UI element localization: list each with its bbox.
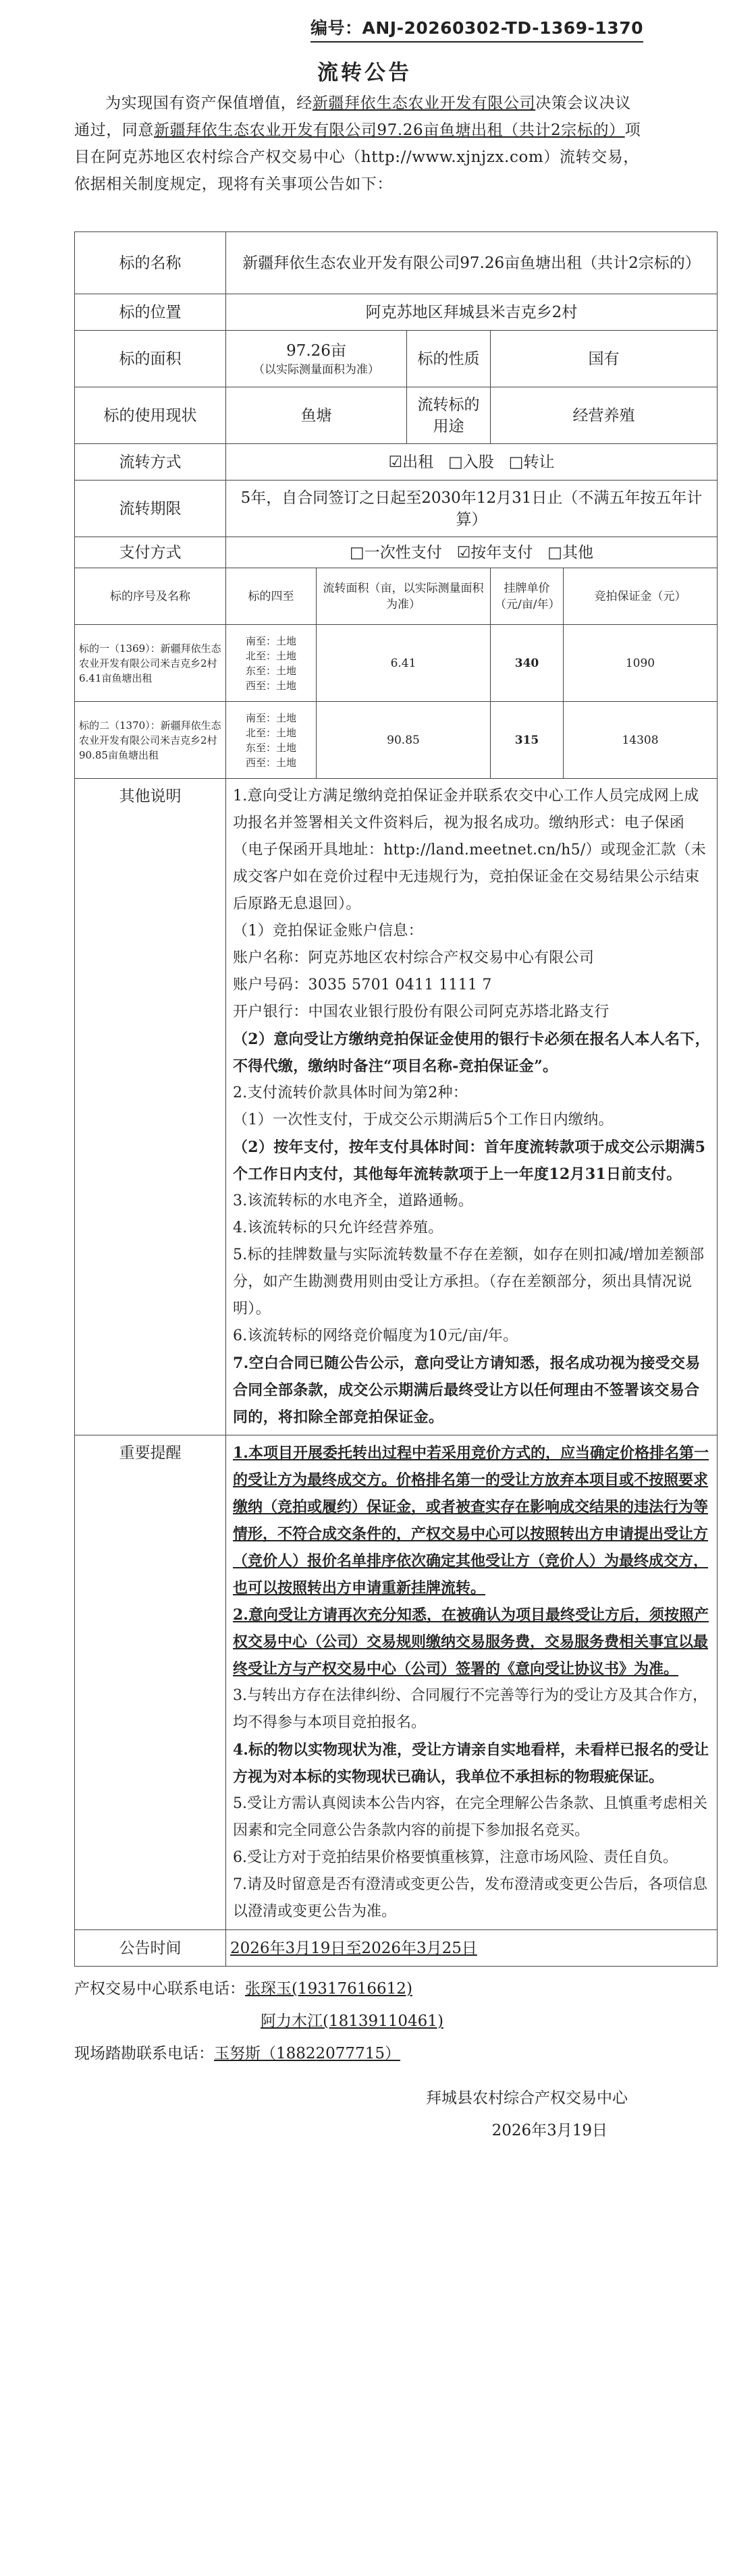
sub-header-name: 标的序号及名称 (75, 568, 226, 625)
other-item: 3.该流转标的水电齐全，道路通畅。 (233, 1193, 474, 1209)
sub-header-deposit: 竞拍保证金（元） (564, 568, 718, 625)
purpose-label: 流转标的用途 (407, 387, 491, 444)
other-item: 6.该流转标的网络竞价幅度为10元/亩/年。 (233, 1327, 518, 1344)
row-2-name: 标的二（1370）：新疆拜依生态农业开发有限公司米吉克乡2村90.85亩鱼塘出租 (75, 702, 226, 779)
period-value: 5年，自合同签订之日起至2030年12月31日止（不满五年按五年计算） (226, 481, 718, 537)
name-label: 标的名称 (75, 232, 226, 294)
row-1-bound-west: 西至：土地 (245, 679, 296, 692)
other-item: 1.意向受让方满足缴纳竞拍保证金并联系农交中心工作人员完成网上成功报名并签署相关文件资料后，视为报名成功。缴纳形式：电子保函（电子保函开具地址：http://land.meetnet.cn/h5/）或现金汇款（未成交客户如在竞价过程中无违规行为，竞拍保证金在交易结果公示结束后原路无息退回）。 (233, 788, 707, 912)
table-row (75, 702, 718, 779)
location-value: 阿克苏地区拜城县米吉克乡2村 (226, 294, 718, 331)
method-options (226, 444, 718, 481)
contact-label: 产权交易中心联系电话： (74, 1980, 245, 1998)
row-1-bounds (226, 625, 317, 702)
method-label: 流转方式 (75, 444, 226, 481)
reminder-item: 5.受让方需认真阅读本公告内容，在完全理解公告条款、且慎重考虑相关因素和完全同意公告条款内容的前提下参加报名竞买。 (233, 1795, 707, 1839)
other-item: 4.该流转标的只允许经营养殖。 (233, 1220, 443, 1236)
other-item: （2）按年支付，按年支付具体时间：首年度流转款项于成交公示期满5个工作日内支付，其他每年流转款项于上一年度12月31日前支付。 (233, 1139, 706, 1183)
row-1-deposit: 1090 (564, 625, 718, 702)
pay-option-other: □其他 (547, 543, 593, 561)
other-item: 5.标的挂牌数量与实际流转数量不存在差额，如存在则扣减/增加差额部分，如产生勘测费用则由受让方承担。（存在差额部分，须出具情况说明）。 (233, 1246, 705, 1317)
contact-person-2: 阿力木江(18139110461) (261, 2012, 443, 2030)
status-value: 鱼塘 (226, 387, 407, 444)
other-item: （2）意向受让方缴纳竞拍保证金使用的银行卡必须在报名人本人名下，不得代缴，缴纳时备注“项目名称-竞拍保证金”。 (233, 1031, 710, 1075)
site-contact: 玉努斯（18822077715） (214, 2045, 400, 2062)
method-option-lease: ☑出租 (388, 453, 434, 471)
row-1-bound-south: 南至：土地 (245, 634, 296, 647)
purpose-value: 经营养殖 (491, 387, 718, 444)
row-2-bounds (226, 702, 317, 779)
area-note: （以实际测量面积为准） (253, 362, 379, 377)
other-item: （1）一次性支付，于成交公示期满后5个工作日内缴纳。 (233, 1112, 614, 1128)
other-item: 账户号码：3035 5701 0411 1111 7 (233, 977, 492, 993)
nature-value: 国有 (491, 331, 718, 387)
other-item: 2.支付流转价款具体时间为第2种： (233, 1085, 468, 1101)
reminder-item: 1.本项目开展委托转出过程中若采用竞价方式的，应当确定价格排名第一的受让方为最终成交方。价格排名第一的受让方放弃本项目或不按照要求缴纳（竞拍或履约）保证金，或者被查实存在影响成交结果的违法行为等情形，不符合成交条件的，产权交易中心可以按照转出方申请提出受让方（竞价人）报价名单排序依次确定其他受让方（竞价人）为最终成交方，也可以按照转出方申请重新挂牌流转。 (233, 1444, 709, 1597)
intro-text-3: 项目在阿克苏地区农村综合产权交易中心（http://www.xjnjzx.com）流转交易，依据相关制度规定，现将有关事项公告如下： (74, 121, 641, 193)
reminder-item: 7.请及时留意是否有澄清或变更公告，发布澄清或变更公告后，各项信息以澄清或变更公告为准。 (233, 1876, 707, 1920)
row-2-price: 315 (491, 702, 564, 779)
issue-date: 2026年3月19日 (491, 2122, 608, 2139)
page-title: 流转公告 (317, 61, 412, 85)
row-2-area: 90.85 (317, 702, 491, 779)
issuing-org: 拜城县农村综合产权交易中心 (426, 2089, 628, 2107)
table-row (75, 625, 718, 702)
other-row (75, 779, 718, 1435)
row-2-bound-south: 南至：土地 (245, 711, 296, 724)
announcement-table (74, 231, 718, 1967)
other-item: 7.空白合同已随公告公示，意向受让方请知悉，报名成功视为接受交易合同全部条款，成交公示期满后最终受让方以任何理由不签署该交易合同的，将扣除全部竞拍保证金。 (233, 1354, 701, 1426)
reminder-item: 4.标的物以实物现状为准，受让方请亲自实地看样，未看样已报名的受让方视为对本标的实物现状已确认，我单位不承担标的物瑕疵保证。 (233, 1741, 709, 1786)
row-2-bound-west: 西至：土地 (245, 756, 296, 769)
other-label: 其他说明 (75, 779, 226, 1435)
intro-paragraph (74, 90, 641, 198)
row-1-area: 6.41 (317, 625, 491, 702)
reminder-row (75, 1435, 718, 1930)
intro-text-1: 为实现国有资产保值增值，经 (105, 94, 313, 112)
time-value: 2026年3月19日至2026年3月25日 (226, 1930, 718, 1967)
other-content (226, 779, 718, 1435)
name-value: 新疆拜依生态农业开发有限公司97.26亩鱼塘出租（共计2宗标的） (226, 232, 718, 294)
sub-header-price: 挂牌单价（元/亩/年） (491, 568, 564, 625)
contact-person-1: 张琛玉(19317616612) (245, 1980, 412, 1998)
reminder-label: 重要提醒 (75, 1435, 226, 1930)
intro-project: 新疆拜依生态农业开发有限公司97.26亩鱼塘出租（共计2宗标的） (154, 121, 625, 139)
reminder-item: 2.意向受让方请再次充分知悉，在被确认为项目最终受让方后，须按照产权交易中心（公司）交易规则缴纳交易服务费，交易服务费相关事宜以最终受让方与产权交易中心（公司）签署的《意向受让协议书》为准。 (233, 1606, 709, 1678)
sub-header-bounds: 标的四至 (226, 568, 317, 625)
area-label: 标的面积 (75, 331, 226, 387)
contact-line-1 (74, 1977, 682, 2000)
site-contact-line (74, 2042, 682, 2065)
other-item: 账户名称：阿克苏地区农村综合产权交易中心有限公司 (233, 950, 595, 966)
pay-label: 支付方式 (75, 537, 226, 568)
other-item: 开户银行：中国农业银行股份有限公司阿克苏塔北路支行 (233, 1004, 610, 1020)
location-label: 标的位置 (75, 294, 226, 331)
row-2-bound-north: 北至：土地 (245, 726, 296, 739)
row-2-bound-east: 东至：土地 (245, 741, 296, 754)
intro-owner: 新疆拜依生态农业开发有限公司 (312, 94, 536, 112)
method-option-share: □入股 (448, 453, 494, 471)
row-2-deposit: 14308 (564, 702, 718, 779)
period-label: 流转期限 (75, 481, 226, 537)
nature-label: 标的性质 (407, 331, 491, 387)
status-label: 标的使用现状 (75, 387, 226, 444)
pay-options (226, 537, 718, 568)
row-1-bound-east: 东至：土地 (245, 664, 296, 677)
intro-text-2: 决策会议决议通过，同意 (74, 94, 631, 139)
serial-number: 编号：ANJ-20260302-TD-1369-1370 (310, 15, 643, 43)
site-label: 现场踏勘联系电话： (74, 2045, 214, 2062)
row-1-bound-north: 北至：土地 (245, 649, 296, 662)
sub-header-area: 流转面积（亩，以实际测量面积为准） (317, 568, 491, 625)
pay-option-yearly: ☑按年支付 (456, 543, 533, 561)
reminder-item: 3.与转出方存在法律纠纷、合同履行不完善等行为的受让方及其合作方，均不得参与本项目竞拍报名。 (233, 1687, 707, 1731)
reminder-item: 6.受让方对于竞拍结果价格要慎重核算，注意市场风险、责任自负。 (233, 1849, 678, 1866)
area-value: 97.26亩 (286, 341, 346, 360)
other-item: （1）竞拍保证金账户信息： (233, 923, 423, 939)
reminder-content (226, 1435, 718, 1930)
method-option-transfer: □转让 (508, 453, 555, 471)
area-cell (226, 331, 407, 387)
pay-option-once: □一次性支付 (350, 543, 442, 561)
time-label: 公告时间 (75, 1930, 226, 1967)
row-1-price: 340 (491, 625, 564, 702)
contact-line-2 (74, 2010, 682, 2033)
row-1-name: 标的一（1369）：新疆拜依生态农业开发有限公司米吉克乡2村6.41亩鱼塘出租 (75, 625, 226, 702)
